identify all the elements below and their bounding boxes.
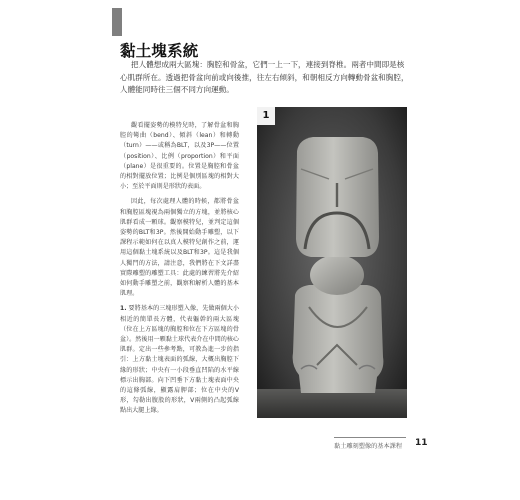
- core-ball: [310, 255, 364, 295]
- clay-blocks-illustration: [257, 107, 407, 418]
- corner-tab: [112, 8, 122, 36]
- running-footer: 黏土雕刻塑像的基本課程: [334, 443, 403, 450]
- figure-number-badge: 1: [257, 107, 275, 125]
- footer-rule: [334, 437, 406, 438]
- step-number: 1.: [120, 305, 127, 313]
- pelvis-block: [293, 285, 384, 393]
- clay-sculpture-photo: [257, 107, 407, 418]
- body-column: [120, 121, 239, 422]
- step-text: 要將基本的三塊形塑入像，先做兩個大小相近的簡單長方體，代表軀幹的兩大區塊（位在上方區塊的胸腔和位在下方區塊的骨盆）。然後用一顆黏土球代表介在中間的核心肌群。定出一些參考點，可教為進一步的指引：上方黏土塊表面的弧線，大概出胸腔下緣的形狀；中央有一小段垂直凹陷的水平線標示出胸部。向下凹垂下方黏土塊表面中央的這條弧線，顯露肩胛部；位在中央的V形，勾勒出腹股的形狀，V兩側的凸起弧線點出大腿上緣。: [120, 305, 240, 415]
- intro-paragraph: 把人體想成兩大區塊：胸腔和骨盆，它們一上一下，連接到脊椎。兩者中間即是核心肌群所在。透過把骨盆向前或向後推，往左右傾斜，和朝相反方向轉動骨盆和胸腔，人體能同時往三個不同方向運動。: [120, 60, 409, 95]
- intro-text: [120, 59, 410, 97]
- body-paragraph-2: 因此，每次處理人體的時候，都將骨盆和胸腔區塊視為兩個獨立的方塊，並將核心肌群看成一顆球。觀察模特兒，並判定這個姿勢的BLT和3P。然後開始動手雕塑，以下課程示範如何在以真人模特兒創作之前，運用這個黏土塊系統以及BLT和3P。這是我個人獨門的方法，請注意，我們將在下文詳盡實際雕塑的雕塑工具：此處的練習將先介紹如何動手雕塑之前，觀察和解析人體的基本肌理。: [120, 198, 239, 298]
- body-paragraph-1: 觀看擺姿勢的模特兒時，了解骨盆和胸腔的彎曲（bend）、傾斜（lean）和轉動（turn）——或稱為BLT，以及3P——位置（position）、比例（proportion）和平面（plane）是很重要的。位置是胸腔和骨盆的相對擺放位置；比例是個別區塊的相對大小；至於平面則是形狀的表面。: [120, 122, 239, 191]
- page-title: 黏土塊系統: [120, 42, 199, 60]
- numbered-paragraph: [120, 304, 239, 416]
- table-surface: [257, 389, 407, 418]
- page-number: 11: [415, 438, 428, 448]
